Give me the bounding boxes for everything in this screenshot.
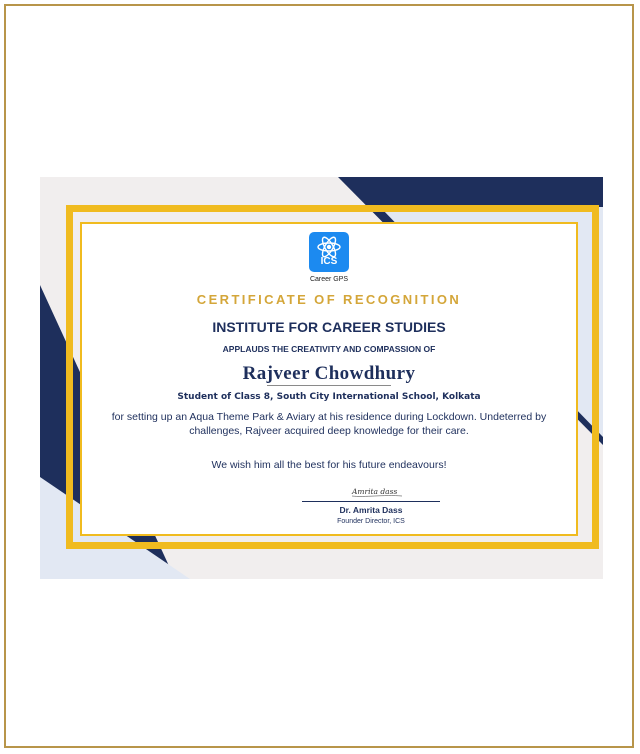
signatory-name: Dr. Amrita Dass <box>339 505 403 515</box>
signatory-title: Founder Director, ICS <box>337 518 405 525</box>
citation-text: for setting up an Aqua Theme Park & Aviary at his residence during Lockdown. Undeterred by challenges, Rajveer acquired deep knowledge for their care. <box>111 411 547 437</box>
signature-line <box>302 501 440 502</box>
ics-logo <box>309 232 349 272</box>
logo-caption: Career GPS <box>309 276 349 283</box>
handwritten-signature <box>350 484 410 498</box>
svg-text:Amrita dass: Amrita dass <box>352 487 398 496</box>
certificate-content <box>80 222 578 536</box>
organization-name: INSTITUTE FOR CAREER STUDIES <box>212 319 446 335</box>
student-details: Student of Class 8, South City International School, Kolkata <box>177 392 481 402</box>
name-underline <box>267 385 391 386</box>
certificate <box>40 177 603 579</box>
applauds-line: APPLAUDS THE CREATIVITY AND COMPASSION OF <box>222 344 436 354</box>
logo-text: ICS <box>320 256 338 267</box>
certificate-title: CERTIFICATE OF RECOGNITION <box>196 292 462 307</box>
recipient-name: Rajveer Chowdhury <box>242 363 416 384</box>
wish-text: We wish him all the best for his future endeavours! <box>211 459 447 471</box>
